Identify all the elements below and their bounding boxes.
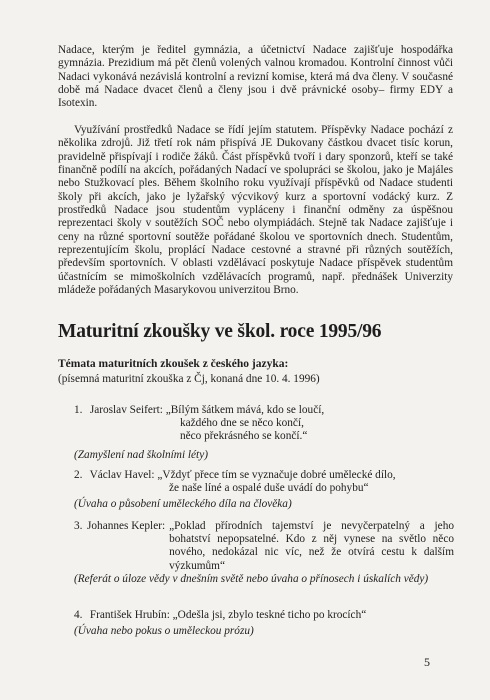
topic-author: Johannes Kepler: [87,520,166,532]
quote-line: každého dne se něco končí, [180,417,304,430]
topic-note-3: (Referát o úloze vědy v dnešním světě nebo úvaha o přínosech i úskalích vědy) [74,573,429,585]
topic-note-2: (Úvaha o působení uměleckého díla na člověka) [74,498,292,510]
quote-line: „Vždyť přece tím se vyznačuje dobré umělecké dílo, [157,469,396,481]
topic-author: František Hrubín: [89,609,170,621]
topic-item-3 [74,520,454,573]
topic-author: Jaroslav Seifert: [89,404,163,416]
topic-item-1 [74,404,454,444]
quote-line: že naše líné a ospalé duše uvádí do pohybu“ [169,482,369,495]
paragraph-foundation-structure: Nadace, kterým je ředitel gymnázia, a účetnictví Nadace zajišťuje hospodářka gymnázia. Prezidium má pět členů volených valnou kromadou. Kontrolní činnost vůči Nadaci vykonává nezávislá kontrolní a revizní komise, která má dva členy. V současné době má Nadace dvacet členů a členy jsou i dvě právnické osoby– firmy EDY a Isotexin. [58,44,453,110]
quote-line: „Odešla jsi, zbylo teskné ticho po krocích“ [172,609,367,621]
exam-date-note: (písemná maturitní zkouška z Čj, konaná dne 10. 4. 1996) [58,373,320,385]
quote-line: něco překrásného se končí.“ [180,430,308,443]
topic-item-4 [74,609,454,622]
section-heading: Maturitní zkoušky ve škol. roce 1995/96 [58,321,382,342]
quote-text: „Poklad přírodních tajemství je nevyčerpatelný a jeho bohatství nepopsatelné. Kdo z něj vynese na světlo něco nového, nedokázal nic víc, než že otvírá cestu k dalším výzkumům“ [169,520,454,572]
topic-note-1: (Zamyšlení nad školními léty) [74,449,208,461]
topic-number: 1. [74,404,83,416]
topic-item-2 [74,469,454,495]
page-number: 5 [424,655,430,669]
topic-note-4: (Úvaha nebo pokus o uměleckou prózu) [74,625,254,637]
topic-number: 3. [74,520,83,532]
topic-number: 4. [74,609,83,621]
topic-number: 2. [74,469,83,481]
exam-topics-subheading: Témata maturitních zkoušek z českého jazyka: [58,358,289,370]
topic-author: Václav Havel: [89,469,155,481]
paragraph-foundation-funding: Využívání prostředků Nadace se řídí jejím statutem. Příspěvky Nadace pochází z několika zdrojů. Již třetí rok nám přispívá JE Dukovany částkou dvacet tisíc korun, pravidelně přispívají i rodiče žáků. Část příspěvků tvoří i dary sponzorů, kteří se také finančně podílí na akcích, pořádaných Nadací ve spolupráci se školou, jako je Majáles nebo Stužkovací ples. Během školního roku využívají příspěvků od Nadace studenti školy při akcích, jako je lyžařský výcvikový kurz a sportovní vodácký kurz. Z prostředků Nadace jsou studentům vypláceny i finanční odměny za úspěšnou reprezentaci školy v soutěžích SOČ nebo olympiádách. Stejně tak Nadace zajišťuje i ceny na různé sportovní soutěže pořádané školou ve sportovních dnech. Studentům, reprezentujícím školu, proplácí Nadace cestovné a stravné při různých soutěžích, především sportovních. V oblasti vzdělávací poskytuje Nadace příspěvek studentům účastnícím se mimoškolních vzdělávacích programů, např. přednášek Univerzity mládeže pořádaných Masarykovou univerzitou Brno. [58,124,453,297]
quote-line: „Bílým šátkem mává, kdo se loučí, [165,404,325,416]
